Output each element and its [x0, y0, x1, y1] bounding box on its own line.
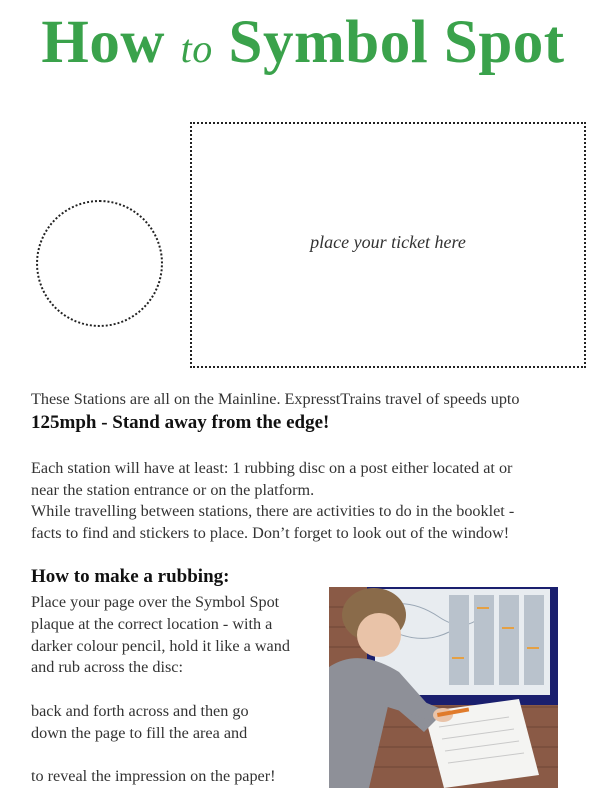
- info-line-3: While travelling between stations, there are activities to do in the booklet -: [31, 502, 515, 520]
- ticket-label: place your ticket here: [310, 232, 466, 252]
- rubbing-heading: How to make a rubbing:: [31, 566, 230, 587]
- rubbing-line: and rub across the disc:: [31, 658, 183, 676]
- rubbing-line: to reveal the impression on the paper!: [31, 767, 276, 785]
- title-how: How: [41, 9, 165, 76]
- page-title: [0, 8, 606, 78]
- rubbing-line: Place your page over the Symbol Spot: [31, 593, 280, 611]
- rubbing-line: down the page to fill the area and: [31, 724, 248, 742]
- rubbing-disc-placeholder: [36, 200, 163, 327]
- intro-text: These Stations are all on the Mainline. ExpresstTrains travel of speeds upto: [31, 390, 520, 408]
- info-line-1: Each station will have at least: 1 rubbing disc on a post either located at or: [31, 459, 513, 477]
- ticket-placeholder: [190, 122, 586, 368]
- info-line-4: facts to find and stickers to place. Don’t forget to look out of the window!: [31, 524, 510, 542]
- title-to: to: [180, 26, 213, 71]
- rubbing-line: back and forth across and then go: [31, 702, 249, 720]
- rubbing-line: darker colour pencil, hold it like a wand: [31, 637, 290, 655]
- title-symbol-spot: Symbol Spot: [228, 9, 565, 76]
- boy-rubbing-photo: [329, 587, 558, 788]
- safety-warning: 125mph - Stand away from the edge!: [31, 412, 330, 433]
- info-line-2: near the station entrance or on the platform.: [31, 481, 315, 499]
- rubbing-line: plaque at the correct location - with a: [31, 615, 273, 633]
